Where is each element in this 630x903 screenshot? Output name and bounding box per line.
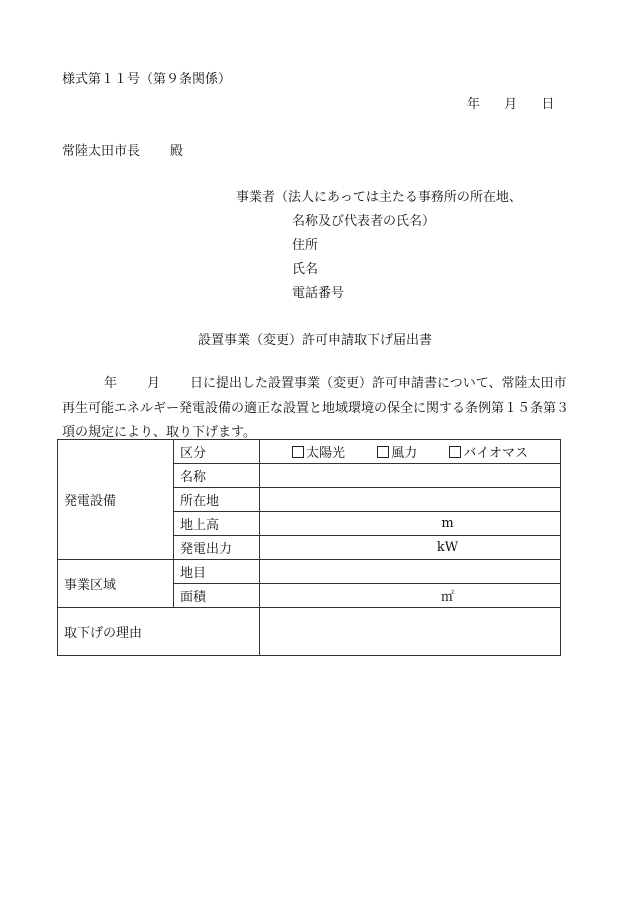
height-unit: m [441, 516, 454, 531]
land-category-field[interactable] [260, 560, 561, 584]
date-line [467, 93, 554, 112]
applicant-address: 住所 [292, 238, 319, 253]
output-unit: kW [436, 540, 459, 555]
name-field[interactable] [260, 464, 561, 488]
height-field[interactable] [260, 512, 561, 536]
location-label: 所在地 [174, 488, 260, 512]
facility-header: 発電設備 [58, 440, 174, 560]
option-biomass[interactable]: バイオマス [449, 446, 528, 461]
addressee [62, 140, 183, 159]
area-unit: ㎡ [440, 590, 454, 605]
applicant-label-line2: 名称及び代表者の氏名） [292, 214, 436, 229]
date-year: 年 [467, 97, 481, 112]
document-title: 設置事業（変更）許可申請取下げ届出書 [197, 333, 432, 348]
facility-table [57, 439, 561, 656]
location-field[interactable] [260, 488, 561, 512]
option-wind[interactable]: 風力 [377, 446, 417, 461]
height-label: 地上高 [174, 512, 260, 536]
applicant-block [236, 186, 522, 306]
checkbox-icon[interactable] [292, 446, 304, 458]
category-options [260, 440, 561, 464]
name-label: 名称 [174, 464, 260, 488]
output-label: 発電出力 [174, 536, 260, 560]
body-year: 年 [104, 376, 118, 391]
checkbox-icon[interactable] [449, 446, 461, 458]
area-field[interactable] [260, 584, 561, 608]
addressee-honorific: 殿 [170, 144, 184, 159]
date-day: 日 [541, 97, 555, 112]
applicant-label-line1: 事業者（法人にあっては主たる事務所の所在地、 [236, 190, 522, 205]
applicant-name: 氏名 [292, 262, 319, 277]
option-solar[interactable]: 太陽光 [292, 446, 345, 461]
land-category-label: 地目 [174, 560, 260, 584]
form-number: 様式第１１号（第９条関係） [62, 72, 232, 87]
date-month: 月 [504, 97, 518, 112]
area-header: 事業区域 [58, 560, 174, 608]
area-label: 面積 [174, 584, 260, 608]
reason-field[interactable] [260, 608, 561, 656]
body-paragraph [62, 372, 570, 446]
body-text: 日に提出した設置事業（変更）許可申請書について、常陸太田市再生可能エネルギー発電設備の適正な設置と地域環境の保全に関する条例第１５条第３項の規定により、取り下げます。 [62, 376, 570, 440]
checkbox-icon[interactable] [377, 446, 389, 458]
output-field[interactable] [260, 536, 561, 560]
category-label: 区分 [174, 440, 260, 464]
applicant-phone: 電話番号 [292, 286, 345, 301]
addressee-name: 常陸太田市長 [62, 144, 141, 159]
reason-label: 取下げの理由 [58, 608, 260, 656]
body-month: 月 [147, 376, 161, 391]
